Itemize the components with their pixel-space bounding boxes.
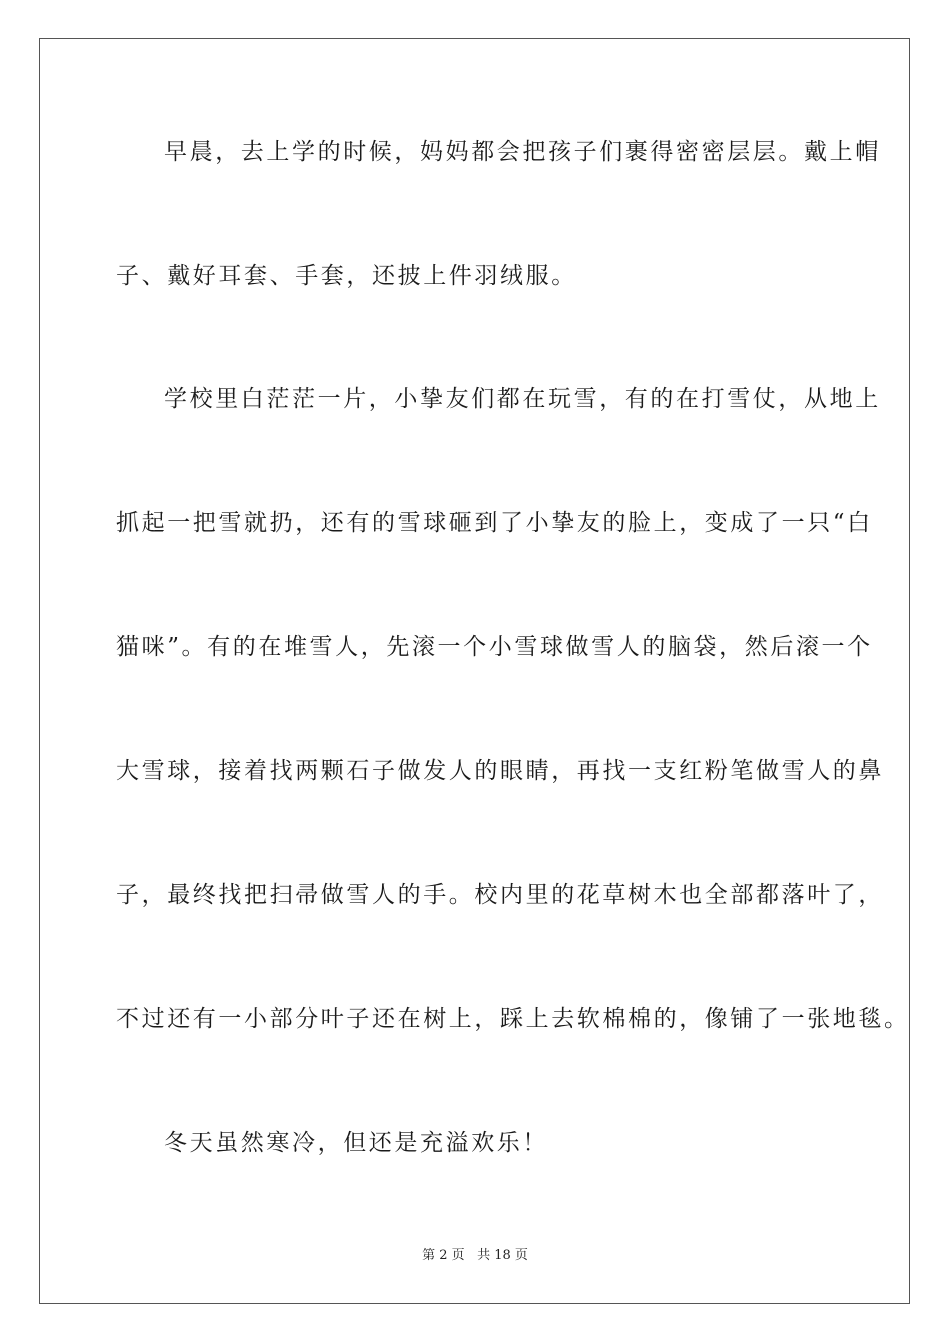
page-border bbox=[39, 38, 910, 1304]
paragraph-3-line-1: 冬天虽然寒冷，但还是充溢欢乐！ bbox=[164, 1130, 548, 1156]
paragraph-2-line-4: 大雪球，接着找两颗石子做发人的眼睛，再找一支红粉笔做雪人的鼻 bbox=[116, 758, 884, 784]
paragraph-2-line-3: 猫咪”。有的在堆雪人，先滚一个小雪球做雪人的脑袋，然后滚一个 bbox=[116, 634, 873, 660]
paragraph-2-line-1: 学校里白茫茫一片，小挚友们都在玩雪，有的在打雪仗，从地上 bbox=[164, 386, 881, 412]
paragraph-2-line-2: 抓起一把雪就扔，还有的雪球砸到了小挚友的脸上，变成了一只“白 bbox=[116, 510, 873, 536]
page-footer bbox=[0, 1247, 950, 1265]
page-number: 第 2 页 bbox=[422, 1248, 465, 1263]
paragraph-1-line-2: 子、戴好耳套、手套，还披上件羽绒服。 bbox=[116, 263, 577, 289]
paragraph-2-line-6: 不过还有一小部分叶子还在树上，踩上去软棉棉的，像铺了一张地毯。 bbox=[116, 1006, 910, 1032]
page-total: 共 18 页 bbox=[477, 1248, 528, 1263]
paragraph-1-line-1: 早晨，去上学的时候，妈妈都会把孩子们裹得密密层层。戴上帽 bbox=[164, 139, 881, 165]
paragraph-2-line-5: 子，最终找把扫帚做雪人的手。校内里的花草树木也全部都落叶了， bbox=[116, 882, 884, 908]
